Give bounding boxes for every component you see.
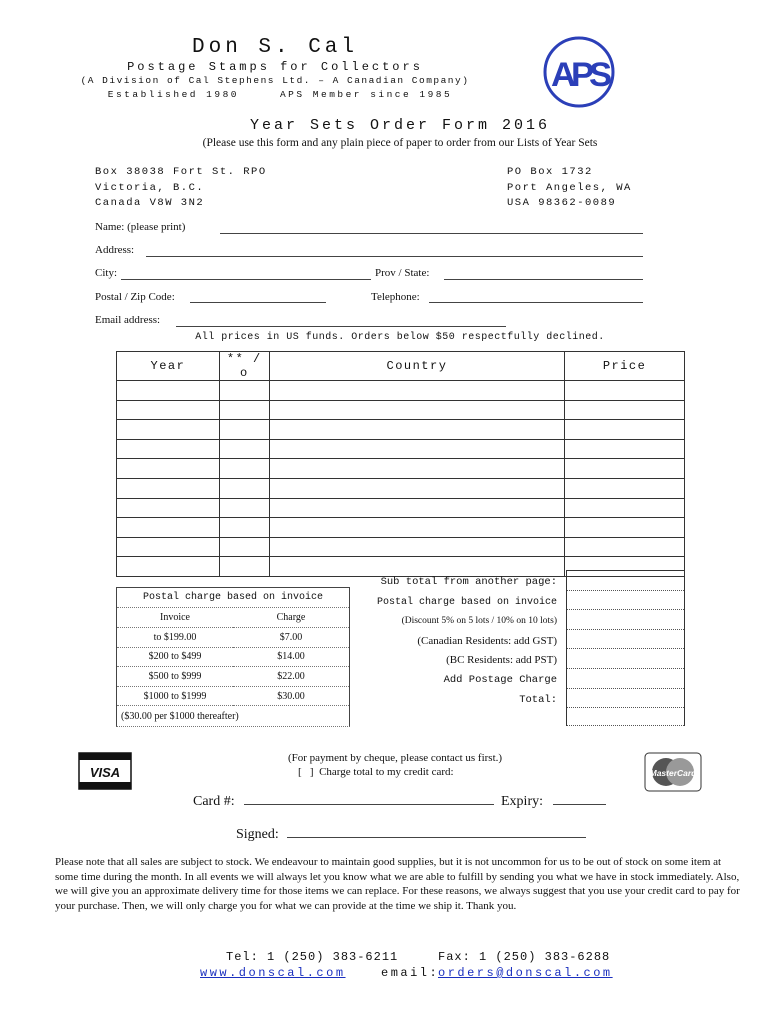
rate-note-row (117, 706, 349, 726)
card-number-field[interactable] (244, 795, 494, 805)
rate-row: $200 to $499 $14.00 (117, 647, 349, 667)
country-cell[interactable] (269, 381, 564, 401)
year-cell[interactable] (117, 557, 220, 577)
quality-cell[interactable] (219, 381, 269, 401)
prov-field[interactable] (444, 270, 643, 280)
form-title: Year Sets Order Form 2016 (249, 117, 551, 134)
quality-cell[interactable] (219, 400, 269, 420)
footer-fax: Fax: 1 (250) 383-6288 (438, 950, 611, 964)
price-cell[interactable] (565, 400, 685, 420)
company-name: Don S. Cal (191, 36, 359, 59)
add-postage-label: Add Postage Charge (443, 673, 557, 686)
price-cell[interactable] (565, 439, 685, 459)
mastercard-logo (644, 752, 702, 792)
discount-box[interactable] (567, 610, 684, 630)
col-quality: ** / o (219, 352, 269, 381)
postal-field[interactable] (190, 293, 326, 303)
quality-cell[interactable] (219, 439, 269, 459)
table-row (117, 498, 685, 518)
email-field[interactable] (176, 317, 506, 327)
visa-logo (78, 752, 132, 790)
table-row (117, 381, 685, 401)
email-label: Email address: (95, 314, 161, 326)
country-cell[interactable] (269, 478, 564, 498)
website-link[interactable]: www.donscal.com (200, 966, 346, 980)
year-cell[interactable] (117, 498, 220, 518)
total-label: Total: (519, 693, 557, 706)
aps-logo-text: APS (551, 56, 612, 94)
quality-cell[interactable] (219, 459, 269, 479)
email-footer-label: email: (381, 966, 440, 980)
year-cell[interactable] (117, 381, 220, 401)
signature-field[interactable] (287, 828, 586, 838)
card-number-label: Card #: (193, 794, 235, 809)
address-label: Address: (95, 244, 135, 256)
col-price: Price (565, 352, 685, 381)
col-country: Country (269, 352, 564, 381)
quality-cell[interactable] (219, 518, 269, 538)
table-row (117, 400, 685, 420)
country-cell[interactable] (269, 439, 564, 459)
pst-box[interactable] (567, 649, 684, 669)
table-row (117, 459, 685, 479)
price-cell[interactable] (565, 459, 685, 479)
disclaimer: Please note that all sales are subject to stock. We endeavour to maintain good supplies, but it is not uncommon for us to be out of stock on some item at some time during the month. In all events we will always let you know what we are able to fulfill by sending you what we have in stock immediately. Also, we will give you an approximate delivery time for those items we can replace. For these reasons, we always suggest that you use your credit card to pay for your purchase. Then, we will only charge you for what we can provide at the time we ship it. Thank you. (55, 856, 740, 912)
aps-logo (543, 36, 615, 108)
telephone-field[interactable] (429, 293, 643, 303)
mastercard-text: MasterCard (649, 768, 697, 778)
rate-note: ($30.00 per $1000 thereafter) (121, 710, 239, 722)
total-box[interactable] (567, 689, 684, 709)
table-row (117, 420, 685, 440)
city-field[interactable] (121, 270, 371, 280)
add-postage-box[interactable] (567, 669, 684, 689)
table-row (117, 439, 685, 459)
visa-text: VISA (89, 765, 121, 780)
subtotal-box[interactable] (567, 571, 684, 591)
country-cell[interactable] (269, 518, 564, 538)
price-cell[interactable] (565, 518, 685, 538)
country-cell[interactable] (269, 498, 564, 518)
discount-label: (Discount 5% on 5 lots / 10% on 10 lots) (401, 616, 557, 627)
price-cell[interactable] (565, 381, 685, 401)
col-year: Year (117, 352, 220, 381)
price-cell[interactable] (565, 478, 685, 498)
rate-col-invoice: Invoice (117, 608, 233, 628)
table-row (117, 518, 685, 538)
quality-cell[interactable] (219, 498, 269, 518)
country-cell[interactable] (269, 459, 564, 479)
total-box-lower[interactable] (567, 708, 684, 726)
expiry-field[interactable] (553, 795, 606, 805)
country-cell[interactable] (269, 400, 564, 420)
price-cell[interactable] (565, 537, 685, 557)
pst-label: (BC Residents: add PST) (446, 654, 557, 667)
country-cell[interactable] (269, 537, 564, 557)
price-cell[interactable] (565, 420, 685, 440)
subtotal-label: Sub total from another page: (380, 576, 557, 588)
country-cell[interactable] (269, 420, 564, 440)
name-label: Name: (please print) (95, 221, 186, 233)
price-cell[interactable] (565, 498, 685, 518)
footer-tel: Tel: 1 (250) 383-6211 (226, 950, 399, 964)
year-cell[interactable] (117, 400, 220, 420)
division: (A Division of Cal Stephens Ltd. – A Canadian Company) (80, 75, 470, 86)
rate-header-row (117, 608, 349, 628)
quality-cell[interactable] (219, 420, 269, 440)
email-link[interactable]: orders@donscal.com (438, 966, 613, 980)
address-canada: Box 38038 Fort St. RPO Victoria, B.C. Canada V8W 3N2 (95, 166, 267, 209)
rate-row: to $199.00 $7.00 (117, 628, 349, 648)
name-field[interactable] (220, 224, 643, 234)
year-cell[interactable] (117, 518, 220, 538)
prov-label: Prov / State: (375, 267, 430, 279)
expiry-label: Expiry: (501, 794, 543, 809)
quality-cell[interactable] (219, 537, 269, 557)
table-row (117, 478, 685, 498)
year-cell[interactable] (117, 420, 220, 440)
rate-title: Postal charge based on invoice (117, 588, 349, 608)
summary-labels (360, 573, 557, 710)
order-table (116, 351, 685, 577)
postal-label: Postal / Zip Code: (95, 291, 175, 303)
gst-box[interactable] (567, 630, 684, 650)
year-cell[interactable] (117, 478, 220, 498)
address-usa: PO Box 1732 Port Angeles, WA USA 98362-0089 (507, 166, 632, 209)
rate-row: $500 to $999 $22.00 (117, 667, 349, 687)
postal-charge-label: Postal charge based on invoice (376, 596, 557, 608)
year-cell[interactable] (117, 439, 220, 459)
cheque-note: (For payment by cheque, please contact us first.) (287, 752, 503, 764)
price-notice: All prices in US funds. Orders below $50 respectfully declined. (195, 332, 605, 343)
form-subtitle: (Please use this form and any plain piece of paper to order from our Lists of Year Sets (202, 137, 598, 149)
rate-row: $1000 to $1999 $30.00 (117, 686, 349, 706)
signed-label: Signed: (236, 827, 279, 842)
gst-label: (Canadian Residents: add GST) (417, 634, 557, 647)
postal-charge-box[interactable] (567, 591, 684, 611)
tagline: Postage Stamps for Collectors (127, 60, 423, 74)
telephone-label: Telephone: (371, 291, 420, 303)
city-label: City: (95, 267, 118, 279)
summary-boxes (566, 570, 685, 726)
rate-col-charge: Charge (233, 608, 349, 628)
year-cell[interactable] (117, 537, 220, 557)
quality-cell[interactable] (219, 557, 269, 577)
year-cell[interactable] (117, 459, 220, 479)
charge-card-option[interactable]: [ ] Charge total to my credit card: (298, 766, 454, 778)
address-field[interactable] (146, 247, 643, 257)
quality-cell[interactable] (219, 478, 269, 498)
table-row (117, 537, 685, 557)
established: Established 1980 APS Member since 1985 (107, 89, 453, 100)
postage-rate-table (116, 587, 350, 727)
